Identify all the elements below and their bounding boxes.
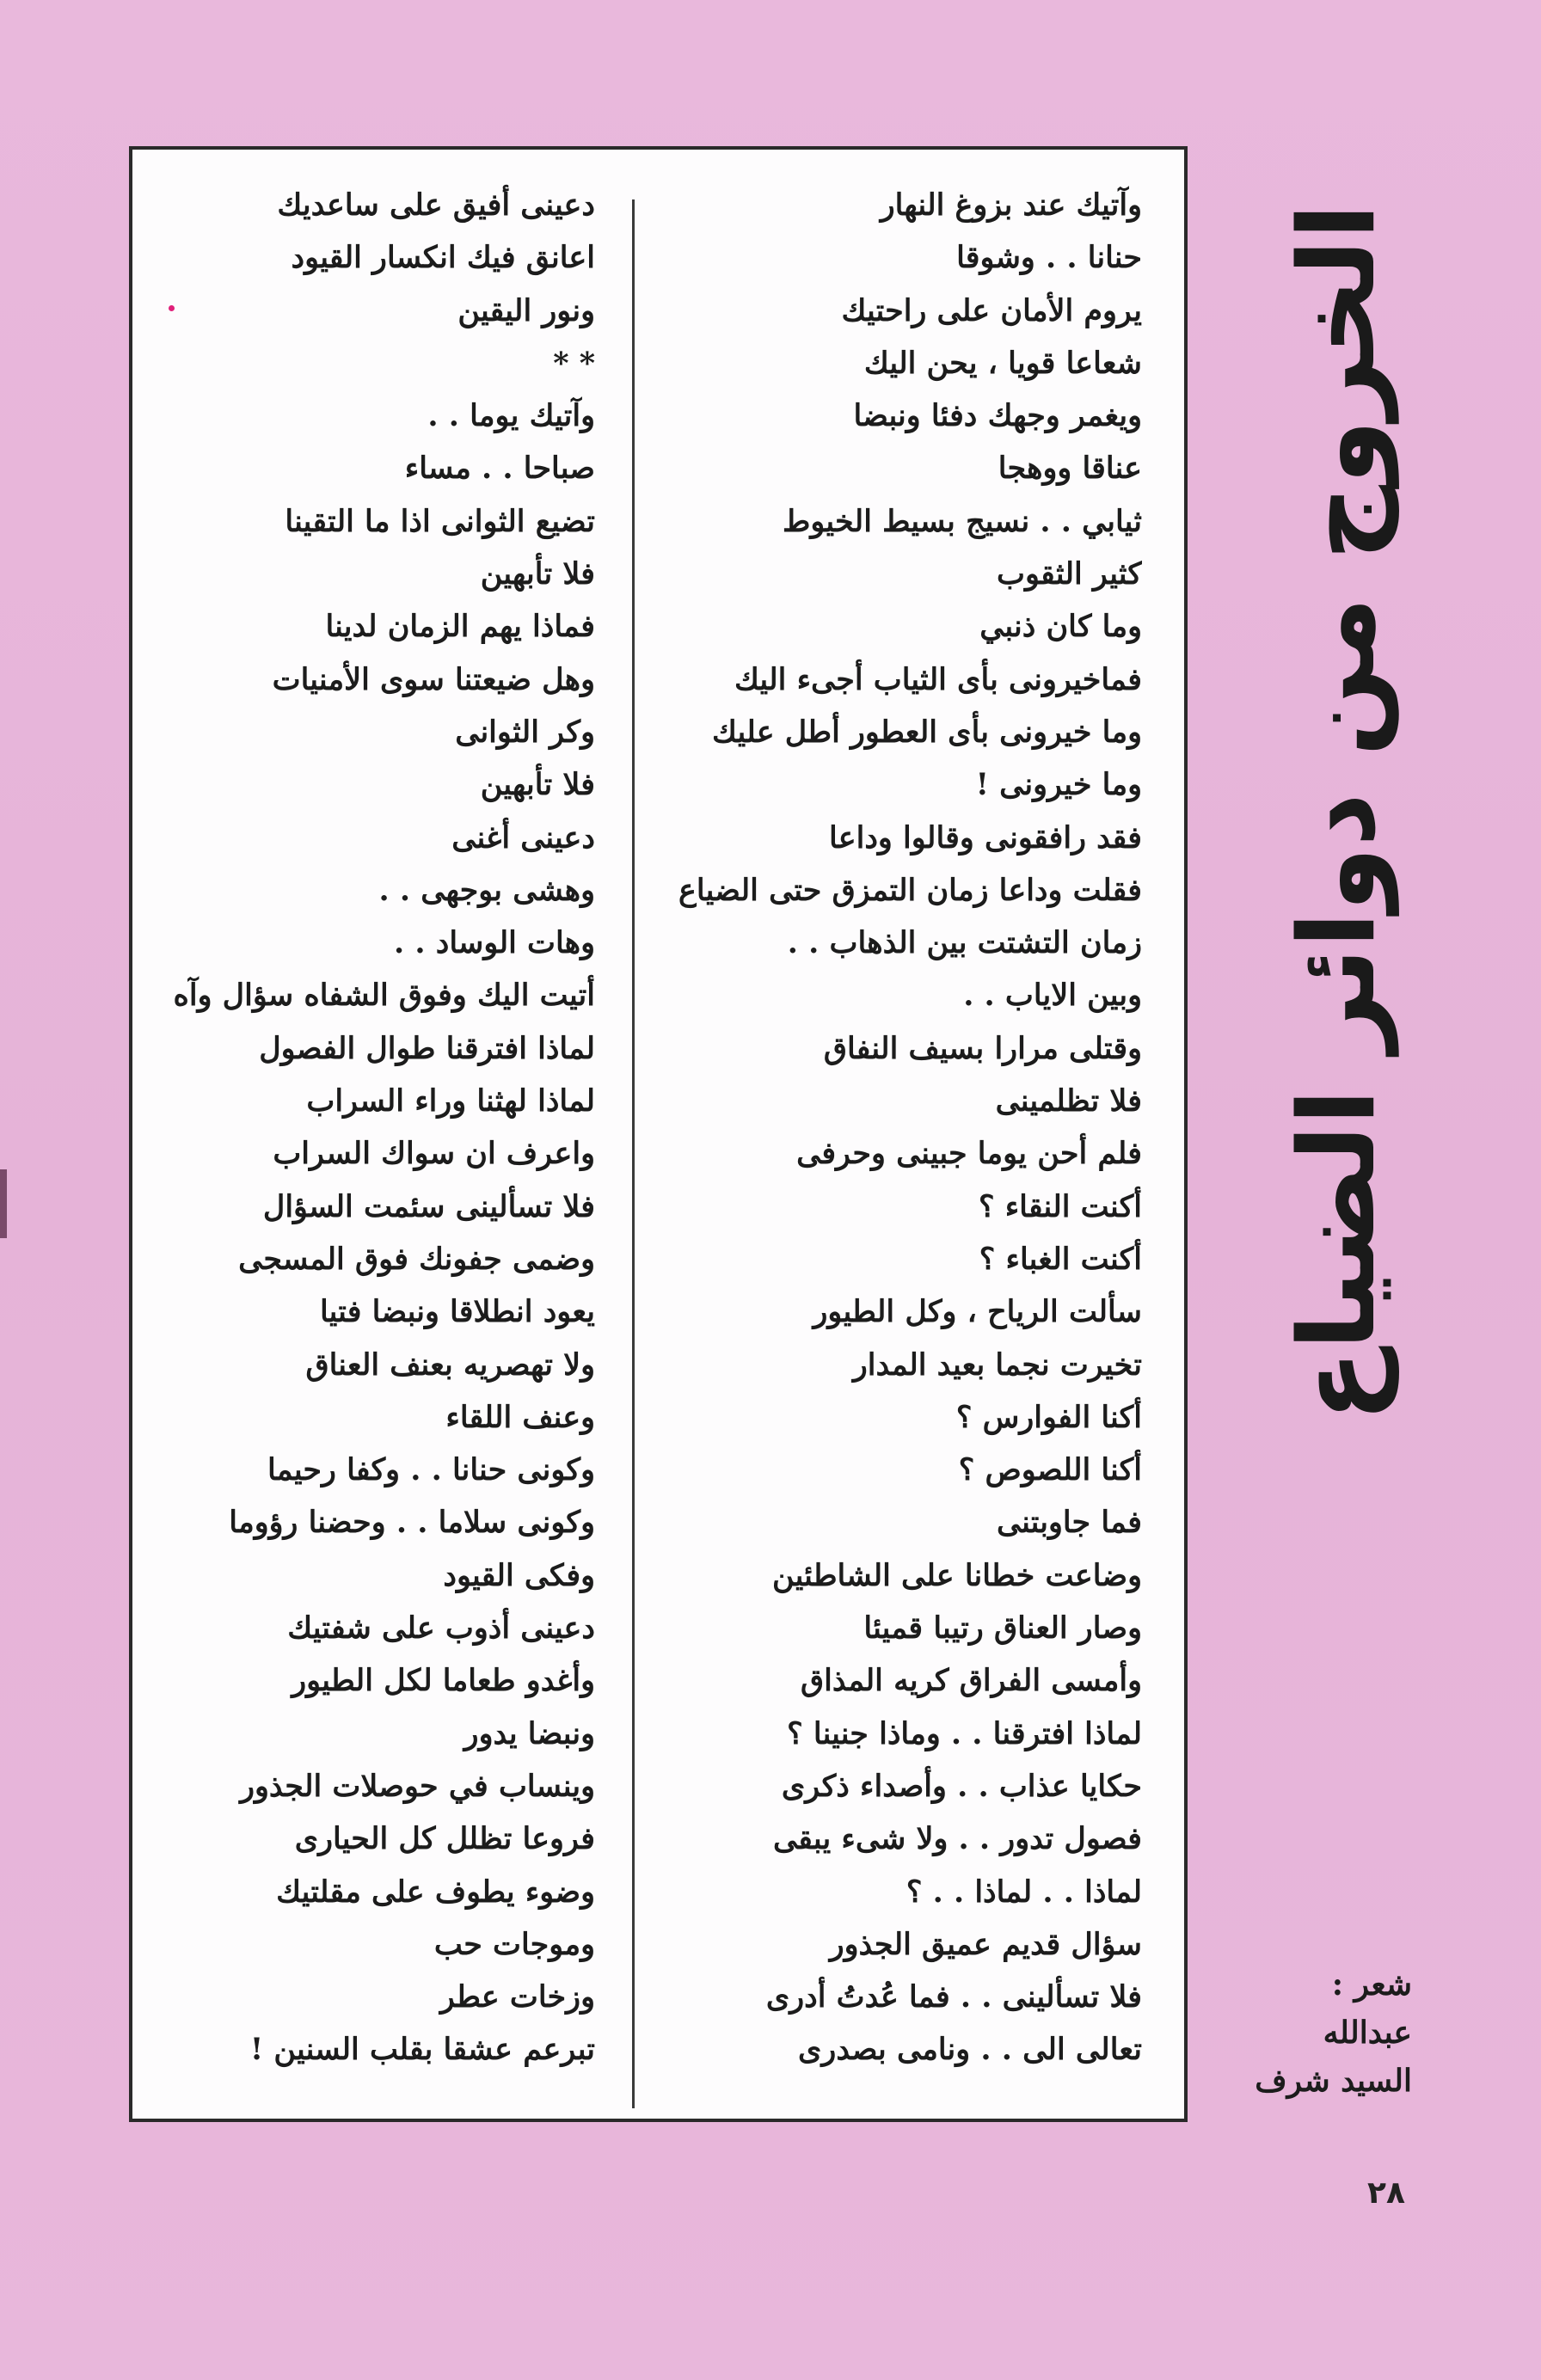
- poem-line: أكنا اللصوص ؟: [958, 1452, 1142, 1488]
- poem-title: الخروج من دوائر الضياع: [1276, 203, 1398, 1422]
- poem-line: وكونى سلاما . . وحضنا رؤوما: [229, 1505, 595, 1541]
- poem-line: وأمسى الفراق كريه المذاق: [801, 1663, 1142, 1699]
- poem-line: فروعا تظلل كل الحيارى: [294, 1821, 595, 1857]
- poem-line: وبين الاياب . .: [963, 978, 1142, 1014]
- poem-line: فصول تدور . . ولا شىء يبقى: [773, 1821, 1142, 1857]
- edge-shadow: [0, 1169, 7, 1238]
- poem-line: دعينى أفيق على ساعديك: [277, 187, 595, 223]
- poem-line: وضمى جفونك فوق المسجى: [238, 1241, 595, 1277]
- poem-line: يروم الأمان على راحتيك: [841, 292, 1142, 328]
- poem-line: دعينى أذوب على شفتيك: [287, 1610, 595, 1647]
- page-number: ٢٨: [1367, 2175, 1405, 2211]
- poem-line: واعرف ان سواك السراب: [273, 1136, 595, 1172]
- poem-line: ولا تهصريه بعنف العناق: [305, 1346, 595, 1383]
- poem-line: لماذا . . لماذا . . ؟: [906, 1874, 1142, 1910]
- poem-line: وعنف اللقاء: [445, 1399, 595, 1435]
- poem-line: أكنت النقاء ؟: [978, 1188, 1142, 1224]
- poem-line: وهات الوساد . .: [394, 925, 595, 961]
- poet-name-line1: عبدالله: [1323, 2015, 1412, 2051]
- poem-line: شعاعا قويا ، يحن اليك: [863, 345, 1142, 381]
- poem-line: وزخات عطر: [439, 1979, 595, 2015]
- poem-line: فلا تسألينى . . فما عُدتُ أدرى: [765, 1979, 1142, 2015]
- poem-line: لماذا افترقنا طوال الفصول: [259, 1030, 595, 1066]
- poem-line: وما خيرونى بأى العطور أطل عليك: [712, 714, 1142, 750]
- poem-line: فقد رافقونى وقالوا وداعا: [829, 819, 1142, 856]
- poem-line: تخيرت نجما بعيد المدار: [852, 1346, 1142, 1383]
- poem-line: ونبضا يدور: [464, 1715, 595, 1751]
- poem-line: وكر الثوانى: [455, 714, 595, 750]
- poem-line: يعود انطلاقا ونبضا فتيا: [319, 1294, 595, 1330]
- credit-label: شعر :: [1331, 1966, 1412, 2003]
- ink-speck: [169, 305, 175, 311]
- poem-line: فماخيرونى بأى الثياب أجىء اليك: [734, 661, 1142, 697]
- poet-name-line2: السيد شرف: [1255, 2063, 1412, 2099]
- poem-line: فماذا يهم الزمان لدينا: [325, 609, 595, 645]
- poem-line: زمان التشتت بين الذهاب . .: [787, 925, 1142, 961]
- column-divider: [632, 199, 635, 2108]
- poem-line: وموجات حب: [433, 1926, 595, 1962]
- poem-line: اعانق فيك انكسار القيود: [291, 240, 595, 276]
- poet-credit: [1223, 1960, 1412, 2105]
- poem-line: فلم أحن يوما جبينى وحرفى: [796, 1136, 1142, 1172]
- poem-line: وقتلى مرارا بسيف النفاق: [823, 1030, 1142, 1066]
- poem-line: ونور اليقين: [457, 292, 595, 328]
- poem-title-block: [1230, 185, 1445, 1440]
- poem-line: وينساب في حوصلات الجذور: [240, 1768, 595, 1804]
- poem-line: سألت الرياح ، وكل الطيور: [813, 1294, 1142, 1330]
- poem-line: تبرعم عشقا بقلب السنين !: [249, 2032, 595, 2068]
- poem-line: لماذا افترقنا . . وماذا جنينا ؟: [787, 1715, 1142, 1751]
- poem-line: صباحا . . مساء: [404, 451, 595, 487]
- poem-line: فما جاوبتنى: [996, 1505, 1142, 1541]
- poem-line: وآتيك عند بزوغ النهار: [880, 187, 1142, 223]
- poem-line: حكايا عذاب . . وأصداء ذكرى: [781, 1768, 1142, 1804]
- poem-line: وهشى بوجهى . .: [378, 872, 595, 908]
- poem-line: أكنت الغباء ؟: [979, 1241, 1142, 1277]
- poem-line: فلا تظلمينى: [995, 1083, 1142, 1119]
- poem-line: ويغمر وجهك دفئا ونبضا: [853, 398, 1142, 434]
- poem-line: وآتيك يوما . .: [427, 398, 595, 434]
- poem-line: وضوء يطوف على مقلتيك: [276, 1874, 595, 1910]
- poem-line: وأغدو طعاما لكل الطيور: [292, 1663, 595, 1699]
- poem-line: كثير الثقوب: [997, 556, 1142, 592]
- poem-line: دعينى أغنى: [451, 819, 595, 856]
- poem-line: وفكى القيود: [443, 1557, 595, 1593]
- poem-line: وصار العناق رتيبا قميئا: [863, 1610, 1142, 1647]
- poem-column-left: [114, 179, 595, 2076]
- poem-line: حنانا . . وشوقا: [956, 240, 1142, 276]
- poem-line: فلا تأبهين: [480, 556, 595, 592]
- poem-line: وكونى حنانا . . وكفا رحيما: [267, 1452, 595, 1488]
- poem-column-right: [660, 179, 1142, 2076]
- poem-line: أكنا الفوارس ؟: [955, 1399, 1142, 1435]
- poem-line: فقلت وداعا زمان التمزق حتى الضياع: [678, 872, 1142, 908]
- poem-line: وضاعت خطانا على الشاطئين: [771, 1557, 1142, 1593]
- poem-line: فلا تأبهين: [480, 767, 595, 803]
- poem-line: وما خيرونى !: [975, 767, 1142, 803]
- poem-line: فلا تسألينى سئمت السؤال: [262, 1188, 595, 1224]
- poem-line: وهل ضيعتنا سوى الأمنيات: [272, 661, 595, 697]
- poem-line: وما كان ذنبي: [979, 609, 1142, 645]
- poem-line: تعالى الى . . ونامى بصدرى: [798, 2032, 1142, 2068]
- poem-line: سؤال قديم عميق الجذور: [829, 1926, 1142, 1962]
- poem-line: ثيابي . . نسيج بسيط الخيوط: [782, 503, 1142, 539]
- poem-line: لماذا لهثنا وراء السراب: [306, 1083, 595, 1119]
- poem-line: * *: [553, 345, 595, 381]
- poem-line: تضيع الثوانى اذا ما التقينا: [285, 503, 595, 539]
- poem-line: عناقا ووهجا: [998, 451, 1142, 487]
- poem-line: أتيت اليك وفوق الشفاه سؤال وآه: [173, 978, 595, 1014]
